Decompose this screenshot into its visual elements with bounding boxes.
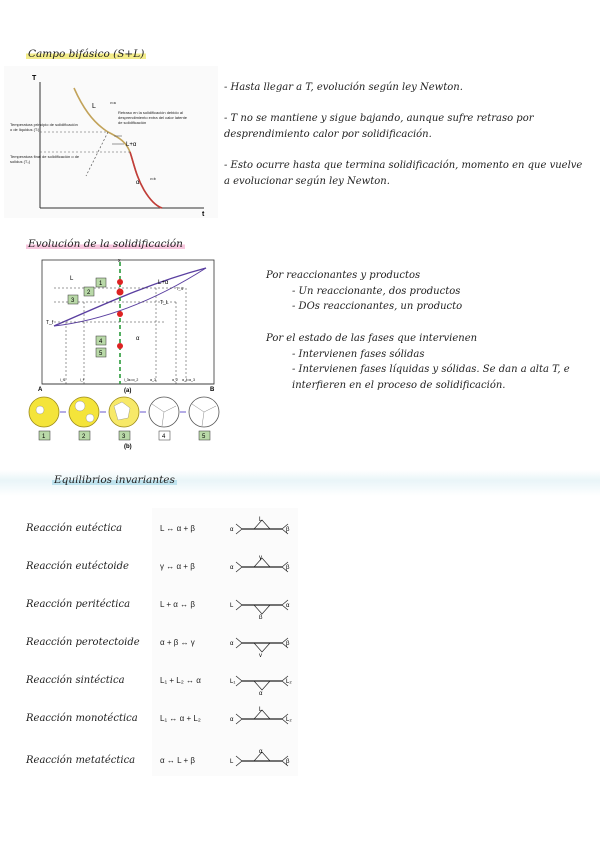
svg-text:3: 3 (71, 298, 75, 304)
phase-mix-label: L+α (126, 142, 137, 148)
cooling-curve-figure (4, 66, 218, 218)
svg-text:l_f: l_f (80, 378, 84, 382)
reaction-diagram (230, 629, 294, 657)
reaction-formula: L ↔ α + β (160, 524, 195, 533)
reaction-phase-label: L (259, 707, 263, 713)
classification-block (266, 268, 586, 315)
section1-bullet-1: - Hasta llegar a T, evolución según ley Newton. (224, 82, 463, 93)
state-box-5 (96, 348, 106, 357)
phases-item-1: - Intervienen fases sólidas (292, 348, 425, 360)
reaction-diagram (230, 553, 294, 581)
section1-bullet-2: - T no se mantiene y sigue bajando, aunque sufre retraso por desprendimiento calor por solidificación. (224, 113, 534, 140)
cooling-curve-upper (74, 88, 162, 208)
svg-text:4: 4 (99, 339, 103, 345)
reaction-phase-label: L (230, 759, 234, 765)
reaction-phase-label: β (286, 527, 290, 533)
phases-title: Por el estado de las fases que intervienen (266, 333, 478, 344)
label-B: B (210, 387, 215, 393)
reaction-phase-label: α (259, 691, 263, 695)
reaction-name: Reacción metatéctica (26, 755, 136, 766)
region-alpha: α (136, 336, 140, 342)
cooling-curve-svg (4, 66, 218, 218)
final-label: Temperatura final de solidificación o de solidus (Tₛ) (10, 154, 80, 164)
phases-block (266, 331, 576, 393)
svg-text:α_f=α_3: α_f=α_3 (182, 378, 195, 382)
inicio-label: Temperatura principio de solidificación o de liquidus (Tₗ) (10, 122, 78, 132)
reaction-phase-label: L₂ (286, 679, 292, 685)
label-TL: T_L (160, 300, 169, 306)
reaction-phase-label: L₂ (286, 717, 292, 723)
state-box-2 (84, 287, 94, 296)
reaction-phase-label: γ (259, 555, 262, 561)
svg-text:2: 2 (87, 290, 91, 296)
region-L: L (70, 276, 74, 282)
solidification-svg (26, 254, 224, 450)
reaction-diagram (230, 591, 294, 619)
micro-circle-2 (69, 397, 99, 427)
reaction-phase-label: β (259, 615, 263, 619)
section1-title: Campo bifásico (S+L) (28, 48, 145, 60)
reaction-diagram (230, 515, 294, 543)
region-Lalpha: L+α (158, 280, 169, 286)
solidification-figure (26, 254, 224, 450)
label-A: A (38, 387, 43, 393)
svg-text:l_3s=α_2: l_3s=α_2 (124, 378, 139, 382)
label-x: x (118, 258, 121, 264)
svg-text:1: 1 (42, 434, 46, 440)
reaction-phase-label: β (286, 759, 290, 765)
reaction-phase-label: α (230, 565, 234, 571)
axis-x-label: t (202, 211, 205, 218)
svg-text:2: 2 (82, 434, 86, 440)
state-box-1 (96, 278, 106, 287)
label-Tf: T_f (46, 320, 54, 326)
reaction-diagram (230, 705, 294, 733)
reaction-phase-label: L (230, 603, 234, 609)
reaction-phase-label: L (259, 517, 263, 523)
reaction-phase-label: α (230, 641, 234, 647)
slope1-label: v=a (110, 101, 116, 105)
reaction-phase-label: α (259, 749, 263, 755)
svg-text:α_2: α_2 (172, 378, 178, 382)
reaction-phase-label: α (230, 717, 234, 723)
point-4 (117, 343, 123, 349)
slope2-label: v=b (150, 177, 156, 181)
reaction-formula: α ↔ L + β (160, 756, 195, 765)
reaction-formula: α + β ↔ γ (160, 638, 195, 647)
state-box-3 (68, 295, 78, 304)
svg-text:1: 1 (99, 281, 103, 287)
phase-L-label: L (92, 103, 96, 110)
axis-y-label: T (32, 75, 37, 82)
point-2 (117, 289, 124, 296)
point-1 (117, 279, 123, 285)
retraso-note: Retraso en la solidificación debido al desprendimiento extra del calor latente de solidificación (118, 110, 187, 125)
reaction-phase-label: α (230, 527, 234, 533)
svg-text:4: 4 (162, 434, 166, 440)
reaction-diagram (230, 667, 294, 695)
classification-item-2: - DOs reaccionantes, un producto (292, 301, 463, 312)
reaction-name: Reacción eutéctoide (26, 561, 129, 572)
reaction-name: Reacción monotéctica (26, 713, 138, 724)
reaction-phase-label: α (286, 603, 290, 609)
section3-title: Equilibrios invariantes (54, 474, 175, 486)
point-3 (117, 311, 123, 317)
reaction-phase-label: β (286, 641, 290, 647)
reaction-name: Reacción sintéctica (26, 675, 125, 686)
svg-text:l_f1: l_f1 (60, 378, 66, 382)
state-box-4 (96, 336, 106, 345)
label-b: (b) (124, 444, 132, 450)
reaction-formula: L + α ↔ β (160, 600, 195, 609)
svg-text:5: 5 (99, 351, 103, 357)
reaction-name: Reacción peritéctica (26, 599, 131, 610)
phase-alpha-label: α (136, 180, 140, 186)
svg-text:5: 5 (202, 434, 206, 440)
reaction-phase-label: β (286, 565, 290, 571)
label-TS: T_S (176, 286, 184, 291)
reaction-formula: L₁ + L₂ ↔ α (160, 676, 201, 685)
reaction-phase-label: γ (259, 653, 262, 657)
reaction-phase-label: L₁ (230, 679, 236, 685)
phases-item-2: - Intervienen fases líquidas y sólidas. Se dan a alta T, e interfieren en el proceso de solidificación. (292, 364, 570, 391)
reaction-name: Reacción perotectoide (26, 637, 140, 648)
cooling-curve-lower (130, 152, 162, 208)
reaction-name: Reacción eutéctica (26, 523, 123, 534)
reaction-formula: γ ↔ α + β (160, 562, 195, 571)
classification-title: Por reaccionantes y productos (266, 270, 421, 281)
label-a: (a) (124, 388, 132, 394)
classification-item-1: - Un reaccionante, dos productos (292, 285, 461, 297)
svg-text:α_3: α_3 (150, 378, 156, 382)
section2-title: Evolución de la solidificación (28, 238, 183, 250)
reaction-diagram (230, 747, 294, 775)
micro-circle-1 (29, 397, 59, 427)
svg-text:3: 3 (122, 434, 126, 440)
reaction-formula: L₁ ↔ α + L₂ (160, 714, 201, 723)
section1-bullet-3: - Esto ocurre hasta que termina solidificación, momento en que vuelve a evolucionar según ley Newton. (224, 160, 583, 187)
